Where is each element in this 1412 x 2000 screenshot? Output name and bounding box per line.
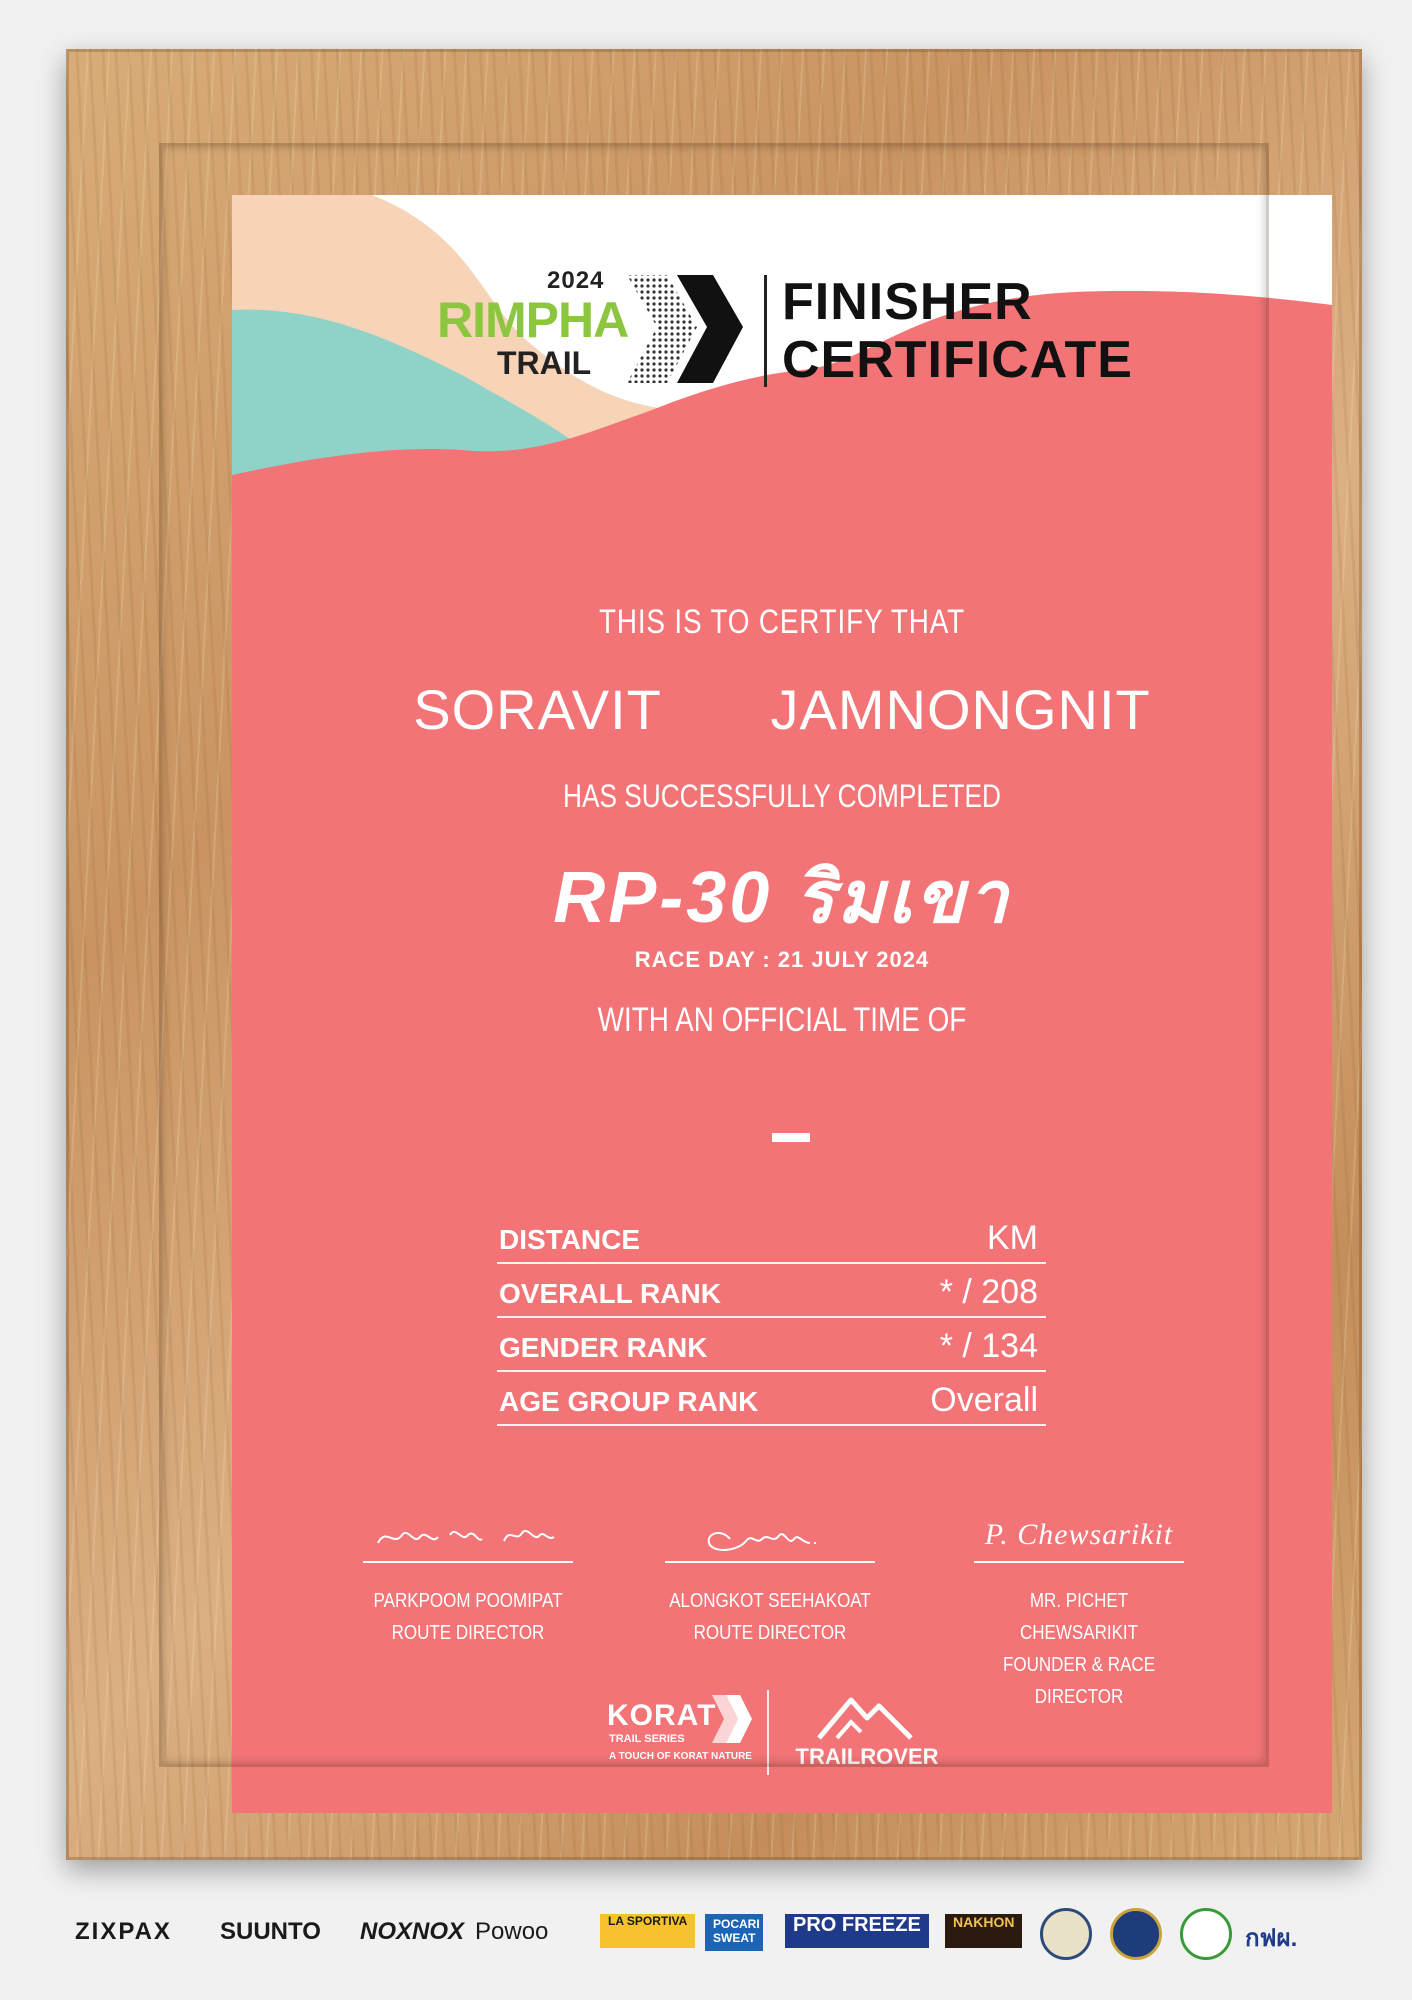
government-seal-icon <box>1040 1908 1092 1960</box>
signature-block-2 <box>650 1513 890 1649</box>
stat-value: KM <box>987 1219 1038 1257</box>
header-wave-background <box>232 195 1332 615</box>
stat-label: DISTANCE <box>499 1224 641 1255</box>
sponsor-powoo: Powoo <box>475 1918 549 1945</box>
signer-name: MR. PICHET CHEWSARIKIT <box>1019 1590 1139 1644</box>
trailrover-name: TRAILROVER <box>795 1744 939 1769</box>
signature-line <box>974 1561 1184 1563</box>
korat-tagline: A TOUCH OF KORAT NATURE <box>609 1751 752 1762</box>
picture-frame <box>66 49 1362 1860</box>
logo-event-name: RIMPHA <box>437 292 629 348</box>
certificate-title <box>782 273 1133 389</box>
stat-label: AGE GROUP RANK <box>499 1386 759 1417</box>
signature-line <box>363 1561 573 1563</box>
handwritten-signature-icon <box>358 1513 578 1557</box>
handwritten-signature-icon <box>660 1513 880 1557</box>
handwritten-signature-text: P. Chewsarikit <box>984 1518 1174 1551</box>
logo-year: 2024 <box>547 267 605 294</box>
logo-trail-label: TRAIL <box>497 345 592 381</box>
stat-row-distance <box>497 1210 1046 1264</box>
title-line-2: CERTIFICATE <box>782 331 1133 389</box>
signer-role: FOUNDER & RACE DIRECTOR <box>1002 1654 1156 1708</box>
sports-authority-seal-icon <box>1180 1908 1232 1960</box>
signature-block-3 <box>959 1513 1199 1713</box>
mountain-icon <box>815 1694 915 1742</box>
police-seal-icon <box>1110 1908 1162 1960</box>
stat-row-gender-rank <box>497 1318 1046 1372</box>
sponsor-strip <box>70 1908 1370 1968</box>
korat-series: TRAIL SERIES <box>609 1733 685 1745</box>
signer-name: ALONGKOT SEEHAKOAT <box>669 1590 871 1612</box>
logo-divider <box>764 275 767 387</box>
signature-line <box>665 1561 875 1563</box>
stats-table <box>497 1210 1046 1426</box>
official-time-placeholder <box>772 1133 810 1142</box>
sponsor-zixpax: ZIXPAX <box>75 1918 172 1945</box>
certificate-paper <box>232 195 1332 1813</box>
official-time-text: WITH AN OFFICIAL TIME OF <box>597 1001 967 1039</box>
race-day: RACE DAY : 21 JULY 2024 <box>634 947 930 972</box>
sponsor-nakhon: NAKHON <box>945 1914 1022 1948</box>
sponsor-egat: กฟผ. <box>1245 1925 1298 1952</box>
runner-name: SORAVIT JAMNONGNIT <box>413 678 1151 741</box>
sponsor-pro-freeze: PRO FREEZE <box>785 1914 929 1948</box>
korat-name: KORAT <box>607 1699 717 1732</box>
stat-value: * / 208 <box>939 1273 1038 1311</box>
signature-block-1 <box>348 1513 588 1649</box>
title-line-1: FINISHER <box>782 273 1033 331</box>
sponsor-noxnox: NOXNOX <box>360 1918 465 1945</box>
completed-text: HAS SUCCESSFULLY COMPLETED <box>563 778 1001 814</box>
signer-name: PARKPOOM POOMIPAT <box>373 1590 563 1612</box>
x-mark-icon <box>627 271 747 389</box>
event-logo <box>437 265 1133 395</box>
logo-divider <box>767 1690 769 1775</box>
sponsor-la-sportiva: LA SPORTIVA <box>600 1914 695 1948</box>
signer-role: ROUTE DIRECTOR <box>693 1622 847 1644</box>
stat-value: * / 134 <box>939 1327 1038 1365</box>
stat-row-overall-rank <box>497 1264 1046 1318</box>
certify-text: THIS IS TO CERTIFY THAT <box>599 603 965 641</box>
sponsor-suunto: SUUNTO <box>220 1918 321 1945</box>
stat-label: GENDER RANK <box>499 1332 708 1363</box>
signer-role: ROUTE DIRECTOR <box>391 1622 545 1644</box>
stat-label: OVERALL RANK <box>499 1278 721 1309</box>
korat-x-icon <box>712 1695 752 1743</box>
korat-trail-series-logo <box>607 1695 752 1775</box>
race-name: RP-30 ริมเขา <box>553 858 1011 938</box>
stat-value: Overall <box>930 1381 1038 1419</box>
sponsor-pocari-sweat: POCARI SWEAT <box>705 1914 763 1951</box>
stat-row-age-group-rank <box>497 1372 1046 1426</box>
trailrover-logo <box>787 1690 947 1780</box>
